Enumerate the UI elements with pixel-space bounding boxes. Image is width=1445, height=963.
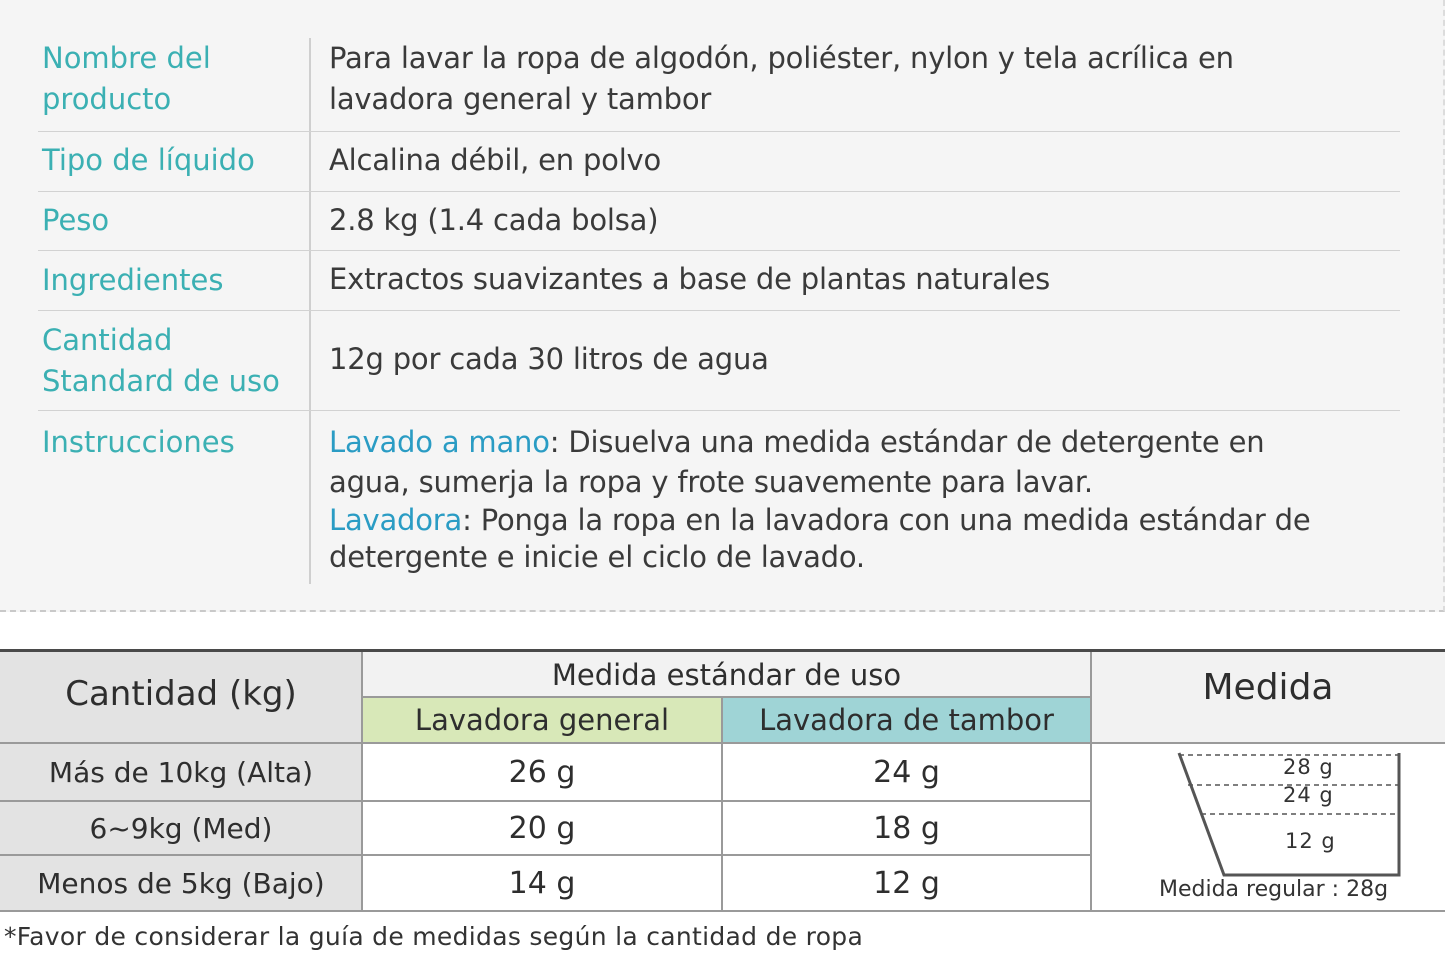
header-general-text: Lavadora general	[414, 703, 670, 737]
footnote: *Favor de considerar la guía de medidas según la cantidad de ropa	[4, 922, 864, 951]
spec-value: 2.8 kg (1.4 cada bolsa)	[329, 203, 659, 237]
cup-caption: Medida regular : 28g	[1159, 877, 1389, 902]
spec-label-line: Nombre del	[42, 41, 211, 75]
dose-text: 24 g	[873, 754, 940, 790]
dosage-table	[0, 649, 1445, 911]
measuring-cup-cell	[1091, 743, 1445, 911]
spec-label: Instrucciones	[42, 425, 235, 459]
spec-label: Tipo de líquido	[42, 143, 255, 177]
spec-value	[329, 38, 1389, 120]
cup-mark-12: 12 g	[1285, 829, 1336, 853]
dose-text: 14 g	[508, 865, 576, 901]
spec-label: Peso	[42, 203, 110, 237]
spec-label-line: producto	[42, 82, 172, 116]
header-measure	[1091, 652, 1445, 743]
dose-text: 12 g	[873, 865, 940, 901]
drum-dose-cell	[722, 743, 1091, 801]
load-text: 6~9kg (Med)	[89, 811, 273, 845]
spec-label	[42, 38, 302, 120]
dose-text: 20 g	[508, 810, 576, 846]
spec-value: Alcalina débil, en polvo	[329, 143, 662, 177]
spec-row-ingredients	[38, 251, 1400, 311]
cup-mark-28: 28 g	[1283, 755, 1334, 779]
general-dose-cell	[362, 855, 722, 911]
header-standard-text: Medida estándar de uso	[551, 657, 902, 692]
header-measure-text: Medida	[1202, 667, 1334, 708]
spec-value	[329, 422, 1389, 577]
cup-mark-24: 24 g	[1283, 783, 1334, 807]
spec-value: Extractos suavizantes a base de plantas naturales	[329, 262, 1051, 296]
grid-line	[721, 696, 723, 911]
grid-line	[362, 696, 1091, 698]
spec-label: Ingredientes	[42, 263, 224, 297]
spec-row-product-name	[38, 38, 1400, 132]
instruction-text: : Ponga la ropa en la lavadora con una medida estándar de	[462, 503, 1311, 537]
table-top-border	[0, 649, 1445, 652]
instruction-hand-title: Lavado a mano	[329, 425, 550, 459]
load-cell	[0, 855, 362, 911]
spec-row-weight	[38, 192, 1400, 251]
spec-value-line: Para lavar la ropa de algodón, poliéster, nylon y tela acrílica en	[329, 41, 1234, 75]
header-general	[362, 697, 722, 743]
header-drum-text: Lavadora de tambor	[759, 703, 1054, 737]
header-quantity	[0, 652, 362, 743]
spec-label	[42, 320, 302, 402]
instruction-machine-line	[329, 500, 1389, 540]
spec-value: 12g por cada 30 litros de agua	[329, 342, 769, 376]
instruction-machine-title: Lavadora	[329, 503, 463, 537]
grid-line	[0, 742, 1445, 744]
instruction-text: : Disuelva una medida estándar de detergente en	[549, 425, 1265, 459]
load-cell	[0, 743, 362, 801]
grid-line	[0, 910, 1445, 912]
spec-label-line: Standard de uso	[42, 364, 280, 398]
grid-line	[361, 652, 363, 911]
header-drum	[722, 697, 1091, 743]
dose-text: 18 g	[873, 810, 940, 846]
instruction-hand-line	[329, 422, 1389, 462]
drum-dose-cell	[722, 801, 1091, 855]
spec-row-standard-amount	[38, 311, 1400, 411]
dose-text: 26 g	[508, 754, 576, 790]
spec-value-line: lavadora general y tambor	[329, 82, 712, 116]
load-text: Menos de 5kg (Bajo)	[37, 866, 325, 900]
header-standard	[362, 652, 1091, 697]
general-dose-cell	[362, 743, 722, 801]
instruction-text: agua, sumerja la ropa y frote suavemente para lavar.	[329, 465, 1093, 499]
instruction-text: detergente e inicie el ciclo de lavado.	[329, 540, 865, 574]
drum-dose-cell	[722, 855, 1091, 911]
load-cell	[0, 801, 362, 855]
grid-line	[1090, 652, 1092, 911]
header-quantity-text: Cantidad (kg)	[65, 673, 297, 714]
load-text: Más de 10kg (Alta)	[48, 755, 314, 789]
spec-row-liquid-type	[38, 132, 1400, 192]
grid-line	[0, 800, 1091, 802]
general-dose-cell	[362, 801, 722, 855]
grid-line	[0, 854, 1091, 856]
spec-row-instructions	[38, 411, 1400, 586]
spec-label-line: Cantidad	[42, 323, 173, 357]
